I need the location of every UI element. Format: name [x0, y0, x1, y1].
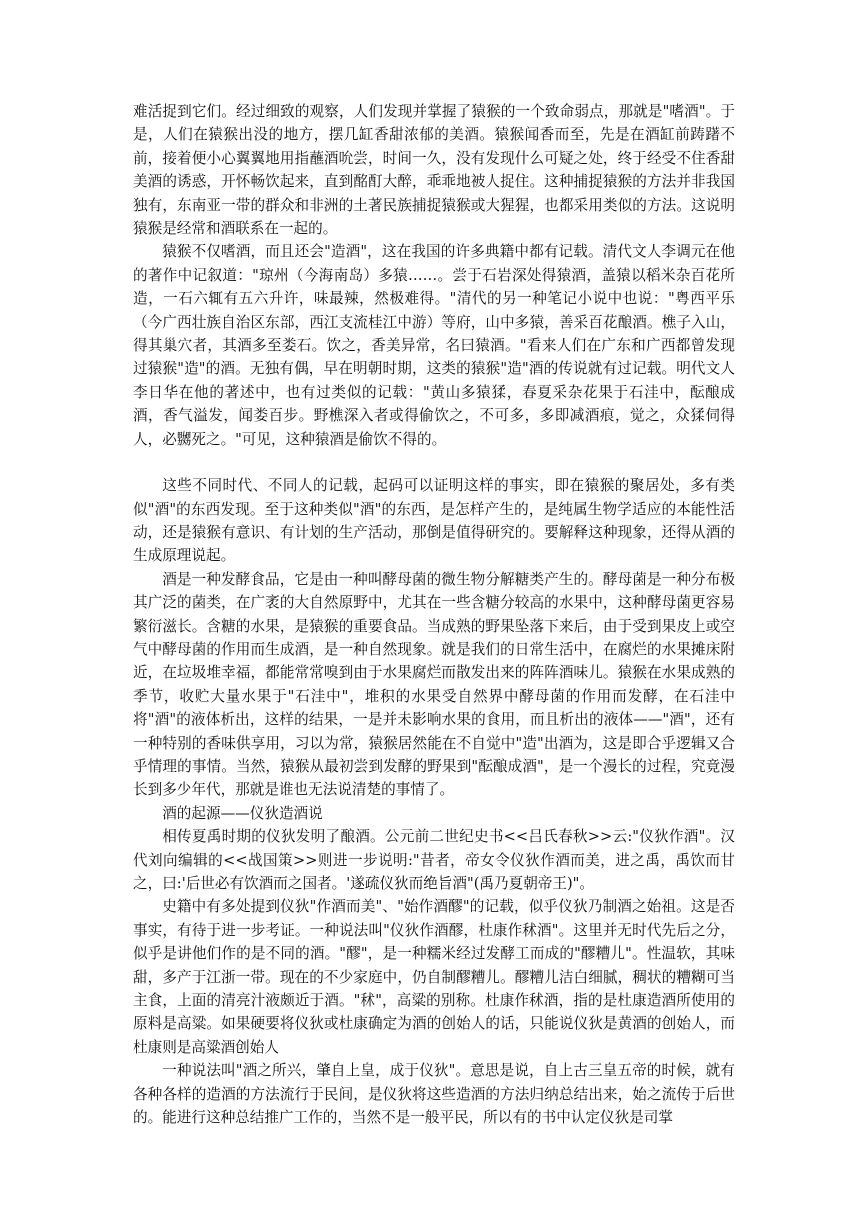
paragraph-origin-saying: 一种说法叫"酒之所兴，肇自上皇，成于仪狄"。意思是说，自上古三皇五帝的时候，就有各种各样的造酒的方法流行于民间，是仪狄将这些造酒的方法归纳总结出来，始之流传于后世的。能进行这种总结推广工作的，当然不是一般平民，所以有的书中认定仪狄是司掌: [133, 1062, 735, 1127]
paragraph-yidi-legend: 相传夏禹时期的仪狄发明了酿酒。公元前二世纪史书<<吕氏春秋>>云:"仪狄作酒"。汉代刘向编辑的<<战国策>>则进一步说明:"昔者，帝女令仪狄作酒而美，进之禹，禹饮而甘之，曰:'后世必有饮酒而之国者。'遂疏仪狄而绝旨酒"(禹乃夏朝帝王)"。: [133, 828, 735, 892]
document-body: [133, 100, 735, 1129]
paragraph-ape-catching: 难活捉到它们。经过细致的观察，人们发现并掌握了猿猴的一个致命弱点，那就是"嗜酒"。于是，人们在猿猴出没的地方，摆几缸香甜浓郁的美酒。猿猴闻香而至，先是在酒缸前踌躇不前，接着便小心翼翼地用指蘸酒吮尝，时间一久，没有发现什么可疑之处，终于经受不住香甜美酒的诱惑，开怀畅饮起来，直到酩酊大醉，乖乖地被人捉住。这种捕捉猿猴的方法并非我国独有，东南亚一带的群众和非洲的土著民族捕捉猿猴或大猩猩，也都采用类似的方法。这说明猿猴是经常和酒联系在一起的。: [133, 103, 735, 238]
paragraph-yidi-dukang: 史籍中有多处提到仪狄"作酒而美"、"始作酒醪"的记载，似乎仪狄乃制酒之始祖。这是否事实，有待于进一步考证。一种说法叫"仪狄作酒醪，杜康作秫酒"。这里并无时代先后之分，似乎是讲他们作的是不同的酒。"醪"，是一种糯米经过发酵工而成的"醪糟儿"。性温软，其味甜，多产于江浙一带。现在的不少家庭中，仍自制醪糟儿。醪糟儿洁白细腻，稠状的糟糊可当主食，上面的清亮汁液颇近于酒。"秫"，高粱的别称。杜康作秫酒，指的是杜康造酒所使用的原料是高粱。如果硬要将仪狄或杜康确定为酒的创始人的话，只能说仪狄是黄酒的创始人，而杜康则是高粱酒创始人: [133, 898, 735, 1056]
paragraph-records-evidence: 这些不同时代、不同人的记载，起码可以证明这样的事实，即在猿猴的聚居处，多有类似"酒"的东西发现。至于这种类似"酒"的东西，是怎样产生的，是纯属生物学适应的本能性活动，还是猿猴有意识、有计划的生产活动，那倒是值得研究的。要解释这种现象，还得从酒的生成原理说起。: [133, 477, 735, 565]
section-heading-yidi: 酒的起源——仪狄造酒说: [162, 804, 323, 822]
paragraph-ape-wine-records: 猿猴不仅嗜酒，而且还会"造酒"，这在我国的许多典籍中都有记载。清代文人李调元在他的著作中记叙道："琼州（今海南岛）多猿……。尝于石岩深处得猿酒，盖猿以稻米杂百花所造，一石六辄有五六升许，味最辣，然极难得。"清代的另一种笔记小说中也说："粤西平乐（今广西壮族自治区东部，西江支流桂江中游）等府，山中多猿，善采百花酿酒。樵子入山，得其巢穴者，其酒多至娄石。饮之，香美异常，名曰猿酒。"看来人们在广东和广西都曾发现过猿猴"造"的酒。无独有偶，早在明朝时期，这类的猿猴"造"酒的传说就有过记载。明代文人李日华在他的著述中，也有过类似的记载："黄山多猿猱，春夏采杂花果于石洼中，酝酿成酒，香气溢发，闻娄百步。野樵深入者或得偷饮之，不可多，多即减酒痕，觉之，众猱伺得人，必嬲死之。"可见，这种猿酒是偷饮不得的。: [133, 243, 735, 448]
paragraph-fermentation: 酒是一种发酵食品，它是由一种叫酵母菌的微生物分解糖类产生的。酵母菌是一种分布极其广泛的菌类，在广袤的大自然原野中，尤其在一些含糖分较高的水果中，这种酵母菌更容易繁衍滋长。含糖的水果，是猿猴的重要食品。当成熟的野果坠落下来后，由于受到果皮上或空气中酵母菌的作用而生成酒，是一种自然现象。就是我们的日常生活中，在腐烂的水果摊床附近，在垃圾堆幸福，都能常常嗅到由于水果腐烂而散发出来的阵阵酒味儿。猿猴在水果成熟的季节，收贮大量水果于"石洼中"，堆积的水果受自然界中酵母菌的作用而发酵，在石洼中将"酒"的液体析出，这样的结果，一是并未影响水果的食用，而且析出的液体——"酒"，还有一种特别的香味供享用，习以为常，猿猴居然能在不自觉中"造"出酒为，这是即合乎逻辑又合乎情理的事情。当然，猿猴从最初尝到发酵的野果到"酝酿成酒"，是一个漫长的过程，究竟漫长到多少年代，那就是谁也无法说清楚的事情了。: [133, 570, 735, 799]
